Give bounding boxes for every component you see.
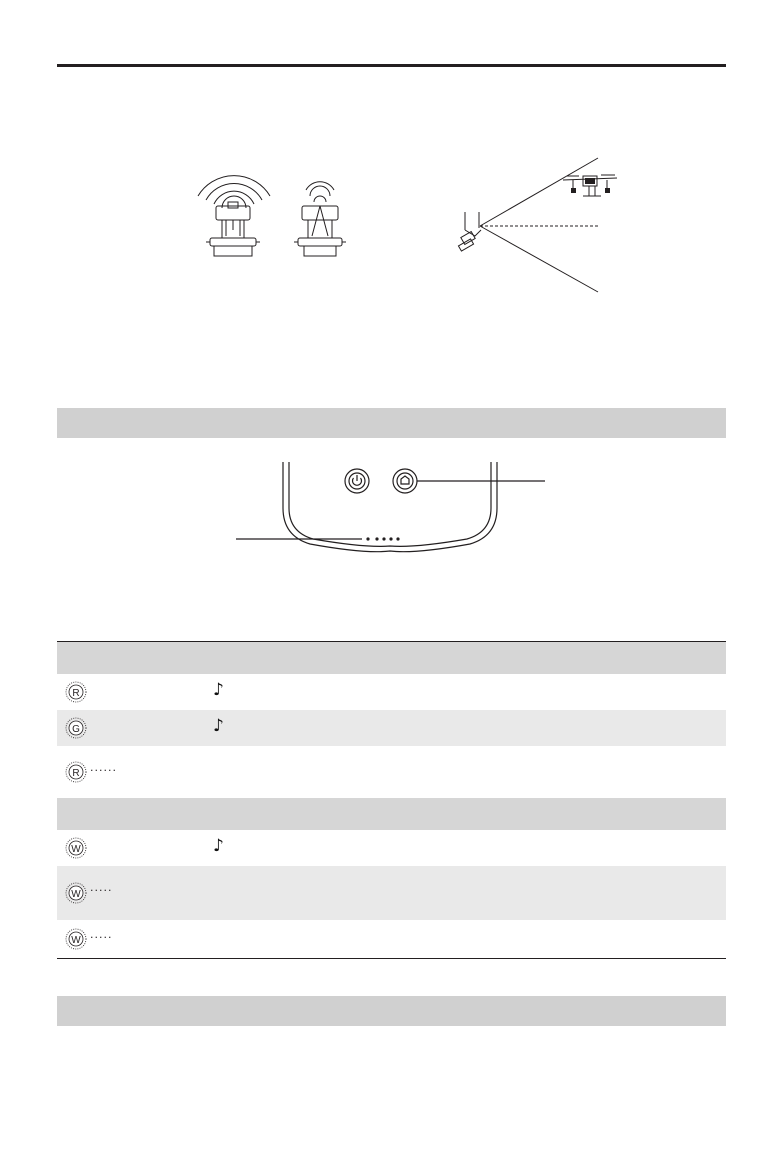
- blink-pattern: ·····: [90, 884, 113, 897]
- led-green-icon: [65, 717, 87, 739]
- table-section-row: [57, 798, 726, 830]
- rth-button-icon: [393, 469, 417, 493]
- svg-text:R: R: [72, 768, 80, 779]
- svg-text:W: W: [71, 844, 81, 855]
- blink-pattern: ·····: [90, 931, 113, 944]
- led-red-blink-icon: [65, 761, 87, 783]
- section-header-bar: [57, 996, 726, 1026]
- top-rule: [57, 64, 726, 67]
- table-row: [57, 920, 726, 958]
- svg-text:G: G: [72, 724, 80, 735]
- svg-text:R: R: [72, 688, 80, 699]
- section-header-bar: [57, 408, 726, 438]
- led-white-icon: [65, 837, 87, 859]
- led-red-icon: [65, 681, 87, 703]
- table-row: [57, 674, 726, 710]
- beep-icon: ♪: [213, 836, 224, 856]
- status-led-icon: [366, 537, 399, 540]
- svg-text:W: W: [71, 889, 81, 900]
- table-bottom-rule: [57, 958, 726, 959]
- blink-pattern: ······: [90, 764, 117, 777]
- remote-controller-illustration: [230, 458, 550, 558]
- table-header-row: [57, 642, 726, 674]
- led-white-blink-icon: [65, 882, 87, 904]
- table-row: [57, 830, 726, 866]
- table-row: [57, 746, 726, 798]
- table-row: [57, 710, 726, 746]
- table-row: [57, 866, 726, 920]
- power-button-icon: [345, 469, 369, 493]
- antenna-aircraft-illustration: [455, 150, 630, 300]
- beep-icon: ♪: [213, 716, 224, 736]
- beep-icon: ♪: [213, 680, 224, 700]
- led-white-blink-icon: [65, 928, 87, 950]
- svg-text:W: W: [71, 935, 81, 946]
- antenna-signal-illustration: [190, 160, 360, 270]
